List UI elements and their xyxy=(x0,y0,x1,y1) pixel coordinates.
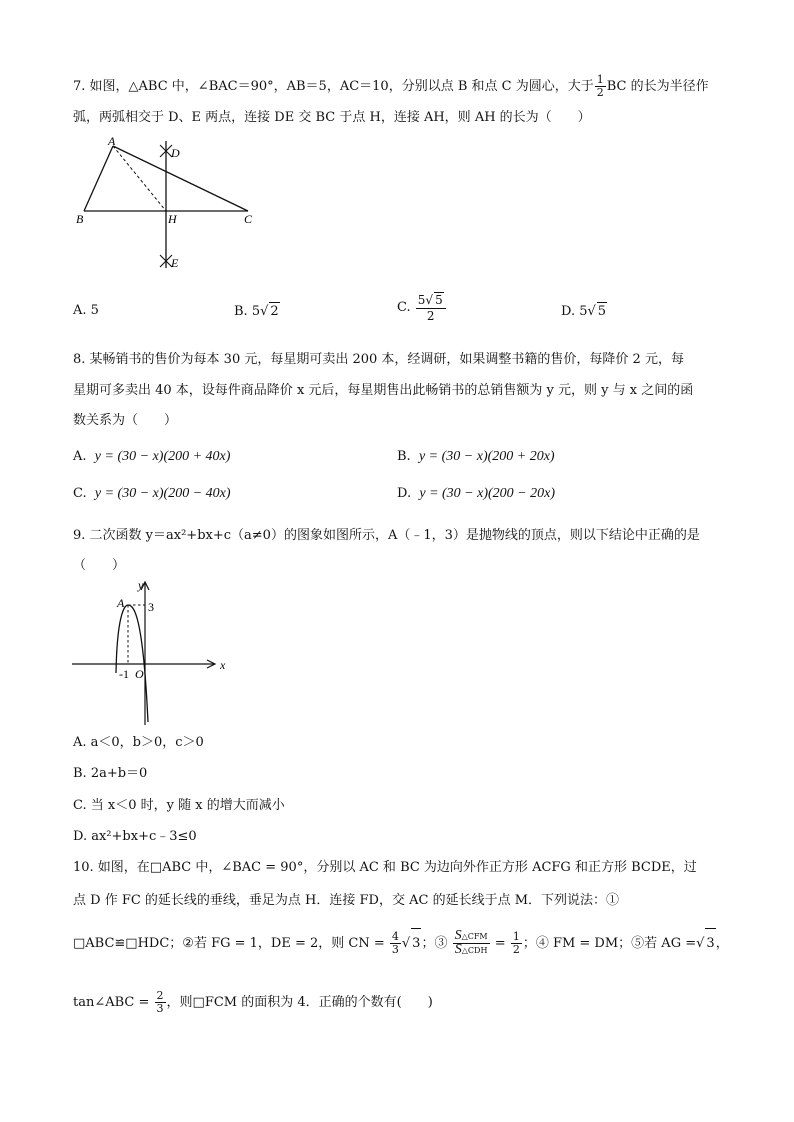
q7-side-ac xyxy=(113,146,248,211)
q7-side-ab xyxy=(84,146,113,211)
q8-option-c[interactable]: C. y = (30 − x)(200 − 40x) xyxy=(73,486,231,501)
q9-option-c[interactable]: C. 当 x＜0 时，y 随 x 的增大而减小 xyxy=(73,798,285,813)
q8-option-a[interactable]: A. y = (30 − x)(200 + 40x) xyxy=(73,449,231,464)
q7-segment-ah xyxy=(113,146,166,211)
q10-stem-line1: 10. 如图，在□ABC 中，∠BAC = 90°，分别以 AC 和 BC 为边向外作正方形 ACFG 和正方形 BCDE，过 xyxy=(73,860,697,875)
q10-frac-2-3: $\frac{2}{3}$ xyxy=(156,989,164,1015)
q9-stem-line1: 9. 二次函数 y＝ax²+bx+c（a≠0）的图象如图所示，A（﹣1，3）是抛物线的顶点，则以下结论中正确的是 xyxy=(73,528,700,543)
q8-stem-line1: 8. 某畅销书的售价为每本 30 元，每星期可卖出 200 本，经调研，如果调整书籍的售价，每降价 2 元，每 xyxy=(73,352,684,367)
q7-half-fraction: $\frac{1}{2}$ xyxy=(596,73,604,99)
q9-stem-line2: （ ） xyxy=(73,558,126,573)
q9-label-origin: O xyxy=(135,667,144,681)
q7-option-d[interactable]: D. 5√ 5 xyxy=(561,304,607,319)
q7-stem-line1 xyxy=(73,74,709,99)
q9-option-b[interactable]: B. 2a+b＝0 xyxy=(73,766,148,781)
q8-stem-line3: 数关系为（ ） xyxy=(73,413,178,428)
q7-label-e: E xyxy=(171,256,179,270)
q10-frac-1-2: $\frac{1}{2}$ xyxy=(512,930,520,956)
q10-frac-4-3: $\frac{4}{3}$ xyxy=(391,930,399,956)
q8-stem-line2: 星期可多卖出 40 本，设每件商品降价 x 元后，每星期售出此畅销书的总销售额为 y 元，则 y 与 x 之间的函 xyxy=(73,383,694,398)
q7-label-d: D xyxy=(171,146,180,160)
q10-stem-line3: □ABC≌□HDC；②若 FG = 1，DE = 2，则 CN = $\frac{4}{3}$ √ 3；③ $\frac{\text{S△CFM}}{\text{S△CDH}}$ = $\frac{1}{2}$ ；④ FM = DM；⑤若 AG =√ 3， xyxy=(73,928,729,957)
q7-option-b[interactable]: B. 5√ 2 xyxy=(234,304,279,319)
q7-stem-text-a: 7. 如图，△ABC 中，∠BAC＝90°，AB＝5，AC＝10，分别以点 B 和点 C 为圆心，大于 xyxy=(73,79,594,94)
q7-stem-text-b: BC 的长为半径作 xyxy=(606,79,709,94)
q8-option-b[interactable]: B. y = (30 − x)(200 + 20x) xyxy=(397,449,555,464)
q9-option-a[interactable]: A. a＜0，b＞0，c＞0 xyxy=(73,735,204,750)
q7-stem-line2: 弧，两弧相交于 D、E 两点，连接 DE 交 BC 于点 H，连接 AH，则 AH 的长为（ ） xyxy=(73,110,591,125)
q7-option-c[interactable]: C. $\frac{5√ 5}{2}$ xyxy=(397,292,447,324)
q9-label-x: x xyxy=(220,658,226,672)
q10-area-ratio: $\frac{\text{S△CFM}}{\text{S△CDH}}$ xyxy=(454,928,488,957)
q7-triangle-figure xyxy=(70,133,270,278)
q9-label-neg1: -1 xyxy=(119,667,129,681)
q7-label-h: H xyxy=(168,212,177,226)
q7-label-a: A xyxy=(108,134,116,148)
q7-option-a[interactable]: A. 5 xyxy=(73,303,99,318)
q9-label-y: y xyxy=(138,578,144,592)
q9-label-3: 3 xyxy=(148,600,154,614)
q8-option-d[interactable]: D. y = (30 − x)(200 − 20x) xyxy=(397,486,555,501)
q7-label-c: C xyxy=(244,212,253,226)
q7-label-b: B xyxy=(76,212,84,226)
q9-parabola-figure xyxy=(68,577,238,727)
q10-stem-line2: 点 D 作 FC 的延长线的垂线，垂足为点 H．连接 FD，交 AC 的延长线于点 M．下列说法：① xyxy=(73,893,620,908)
q10-stem-line4: tan∠ABC = $\frac{2}{3}$ ，则□FCM 的面积为 4．正确的个数有( ) xyxy=(73,989,433,1015)
q9-option-d[interactable]: D. ax²+bx+c﹣3≤0 xyxy=(73,829,197,844)
q9-label-a: A xyxy=(117,596,125,610)
